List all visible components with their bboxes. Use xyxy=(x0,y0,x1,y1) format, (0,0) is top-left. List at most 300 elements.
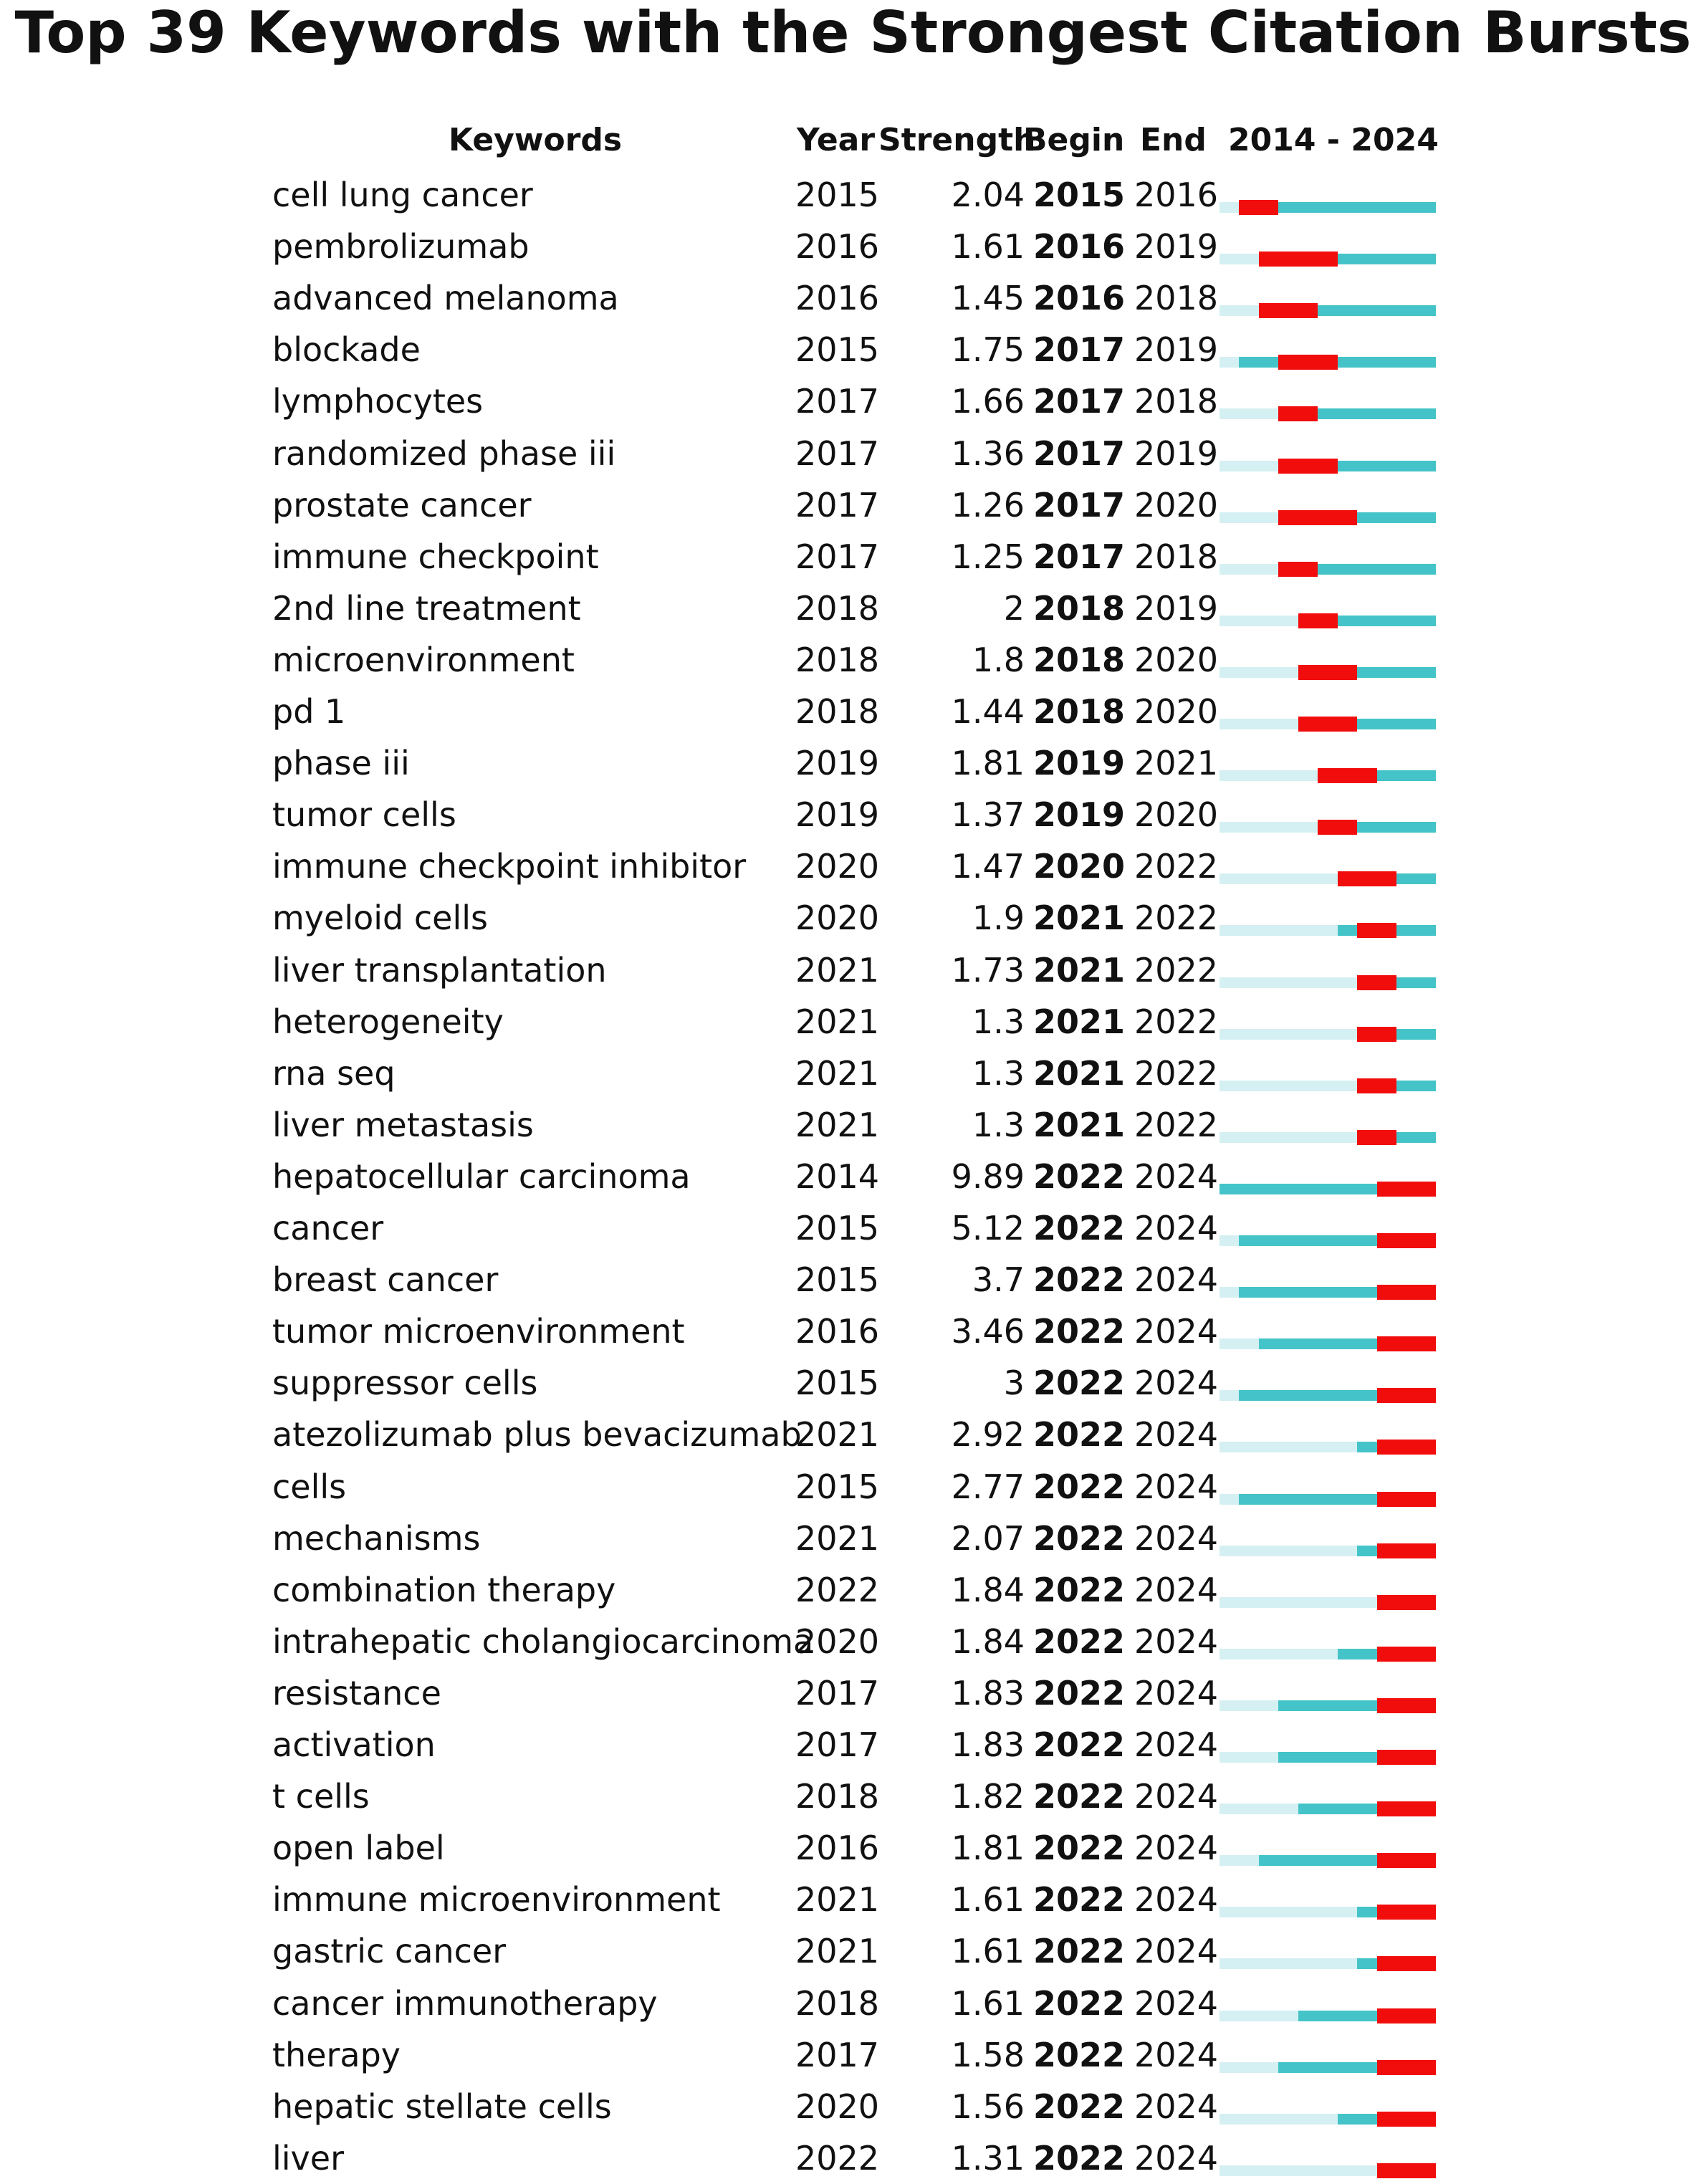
burst-segment xyxy=(1377,1543,1436,1558)
begin-year: 2021 xyxy=(1033,950,1126,990)
table-row xyxy=(0,1771,1706,1822)
end-year: 2022 xyxy=(1134,1002,1219,1041)
year: 2016 xyxy=(795,1312,880,1351)
begin-year: 2022 xyxy=(1033,1415,1126,1455)
year: 2018 xyxy=(795,692,880,731)
timeline-pre-segment xyxy=(1219,1649,1338,1659)
keyword: immune checkpoint inhibitor xyxy=(272,847,747,886)
burst-segment xyxy=(1377,1492,1436,1507)
strength: 1.36 xyxy=(951,434,1025,473)
begin-year: 2017 xyxy=(1033,434,1126,473)
table-row xyxy=(0,531,1706,583)
begin-year: 2022 xyxy=(1033,1673,1126,1713)
end-year: 2024 xyxy=(1134,1260,1219,1300)
end-year: 2024 xyxy=(1134,1932,1219,1971)
begin-year: 2022 xyxy=(1033,1312,1126,1351)
header-range: 2014 - 2024 xyxy=(1228,122,1439,158)
year: 2020 xyxy=(795,1622,880,1661)
keyword: blockade xyxy=(272,330,421,370)
end-year: 2022 xyxy=(1134,1105,1219,1144)
header-strength: Strength xyxy=(878,122,1036,158)
table-row xyxy=(0,1151,1706,1202)
strength: 1.83 xyxy=(951,1725,1025,1764)
timeline-pre-segment xyxy=(1219,770,1318,781)
begin-year: 2017 xyxy=(1033,537,1126,576)
table-row xyxy=(0,1564,1706,1616)
begin-year: 2018 xyxy=(1033,640,1126,679)
timeline-pre-segment xyxy=(1219,822,1318,833)
strength: 1.25 xyxy=(951,537,1025,576)
year: 2017 xyxy=(795,485,880,525)
burst-segment xyxy=(1278,355,1337,370)
timeline-pre-segment xyxy=(1219,2165,1377,2176)
burst-segment xyxy=(1377,2060,1436,2075)
table-row xyxy=(0,272,1706,324)
keyword: liver xyxy=(272,2138,344,2178)
begin-year: 2022 xyxy=(1033,1156,1126,1196)
burst-segment xyxy=(1259,303,1318,318)
keyword: resistance xyxy=(272,1673,441,1713)
strength: 1.3 xyxy=(972,1105,1025,1144)
table-row xyxy=(0,2132,1706,2184)
end-year: 2022 xyxy=(1134,899,1219,938)
year: 2022 xyxy=(795,1570,880,1609)
timeline-pre-segment xyxy=(1219,1546,1357,1556)
table-row xyxy=(0,428,1706,479)
end-year: 2020 xyxy=(1134,692,1219,731)
timeline-pre-segment xyxy=(1219,925,1338,936)
year: 2020 xyxy=(795,899,880,938)
year: 2018 xyxy=(795,640,880,679)
end-year: 2024 xyxy=(1134,1725,1219,1764)
table-row xyxy=(0,1048,1706,1099)
table-row xyxy=(0,789,1706,840)
year: 2018 xyxy=(795,1777,880,1816)
begin-year: 2017 xyxy=(1033,485,1126,525)
burst-segment xyxy=(1377,1285,1436,1300)
timeline-pre-segment xyxy=(1219,254,1259,264)
year: 2021 xyxy=(795,1002,880,1041)
burst-segment xyxy=(1377,1233,1436,1248)
timeline-pre-segment xyxy=(1219,977,1357,988)
year: 2021 xyxy=(795,1518,880,1558)
begin-year: 2016 xyxy=(1033,279,1126,318)
keyword: tumor cells xyxy=(272,795,456,835)
strength: 9.89 xyxy=(951,1156,1025,1196)
keyword: rna seq xyxy=(272,1053,396,1093)
year: 2021 xyxy=(795,1932,880,1971)
end-year: 2022 xyxy=(1134,950,1219,990)
table-row xyxy=(0,737,1706,789)
strength: 1.58 xyxy=(951,2035,1025,2074)
strength: 1.45 xyxy=(951,279,1025,318)
strength: 1.61 xyxy=(951,1880,1025,1920)
end-year: 2024 xyxy=(1134,1518,1219,1558)
burst-segment xyxy=(1377,1905,1436,1920)
begin-year: 2021 xyxy=(1033,899,1126,938)
table-row xyxy=(0,1254,1706,1306)
timeline-pre-segment xyxy=(1219,1132,1357,1143)
end-year: 2022 xyxy=(1134,1053,1219,1093)
strength: 1.37 xyxy=(951,795,1025,835)
keyword: hepatocellular carcinoma xyxy=(272,1156,691,1196)
table-row xyxy=(0,2081,1706,2132)
begin-year: 2022 xyxy=(1033,1622,1126,1661)
timeline-pre-segment xyxy=(1219,1235,1239,1246)
keyword: activation xyxy=(272,1725,436,1764)
year: 2020 xyxy=(795,2087,880,2126)
timeline-pre-segment xyxy=(1219,667,1298,678)
burst-segment xyxy=(1377,1647,1436,1662)
end-year: 2024 xyxy=(1134,2087,1219,2126)
burst-segment xyxy=(1357,1130,1396,1145)
year: 2015 xyxy=(795,330,880,370)
keyword: lymphocytes xyxy=(272,382,484,421)
year: 2021 xyxy=(795,1053,880,1093)
burst-segment xyxy=(1377,1182,1436,1197)
table-row xyxy=(0,1925,1706,1977)
burst-segment xyxy=(1278,406,1318,421)
strength: 1.66 xyxy=(951,382,1025,421)
burst-segment xyxy=(1377,1801,1436,1816)
strength: 1.83 xyxy=(951,1673,1025,1713)
year: 2015 xyxy=(795,1209,880,1247)
table-row xyxy=(0,892,1706,944)
timeline-pre-segment xyxy=(1219,512,1278,523)
year: 2019 xyxy=(795,744,880,783)
table-row xyxy=(0,1513,1706,1564)
keyword: breast cancer xyxy=(272,1260,499,1300)
burst-segment xyxy=(1377,1595,1436,1610)
strength: 1.81 xyxy=(951,1829,1025,1868)
chart-title: Top 39 Keywords with the Strongest Citation Bursts xyxy=(14,0,1692,66)
burst-segment xyxy=(1377,1956,1436,1971)
begin-year: 2022 xyxy=(1033,2087,1126,2126)
strength: 1.9 xyxy=(972,899,1025,938)
timeline-pre-segment xyxy=(1219,357,1239,368)
begin-year: 2022 xyxy=(1033,2035,1126,2074)
burst-segment xyxy=(1357,1027,1396,1042)
burst-segment xyxy=(1377,2112,1436,2127)
begin-year: 2018 xyxy=(1033,692,1126,731)
burst-segment xyxy=(1377,2163,1436,2178)
end-year: 2020 xyxy=(1134,485,1219,525)
keyword: immune microenvironment xyxy=(272,1880,721,1920)
end-year: 2022 xyxy=(1134,847,1219,886)
end-year: 2019 xyxy=(1134,434,1219,473)
burst-segment xyxy=(1278,510,1357,525)
burst-segment xyxy=(1377,1750,1436,1765)
year: 2018 xyxy=(795,588,880,628)
table-row xyxy=(0,479,1706,531)
keyword: liver transplantation xyxy=(272,950,607,990)
year: 2016 xyxy=(795,279,880,318)
begin-year: 2018 xyxy=(1033,588,1126,628)
begin-year: 2019 xyxy=(1033,795,1126,835)
begin-year: 2021 xyxy=(1033,1105,1126,1144)
strength: 1.61 xyxy=(951,227,1025,267)
end-year: 2018 xyxy=(1134,382,1219,421)
timeline-pre-segment xyxy=(1219,1390,1239,1401)
end-year: 2024 xyxy=(1134,1622,1219,1661)
burst-segment xyxy=(1278,562,1318,577)
timeline-pre-segment xyxy=(1219,2114,1338,2125)
keyword: pd 1 xyxy=(272,692,346,731)
strength: 1.82 xyxy=(951,1777,1025,1816)
strength: 2.92 xyxy=(951,1415,1025,1455)
end-year: 2024 xyxy=(1134,1673,1219,1713)
strength: 1.73 xyxy=(951,950,1025,990)
end-year: 2020 xyxy=(1134,795,1219,835)
table-row xyxy=(0,1822,1706,1874)
strength: 2.04 xyxy=(951,176,1025,214)
timeline-pre-segment xyxy=(1219,1958,1357,1969)
keyword: open label xyxy=(272,1829,445,1868)
begin-year: 2022 xyxy=(1033,1467,1126,1506)
end-year: 2024 xyxy=(1134,2035,1219,2074)
year: 2016 xyxy=(795,1829,880,1868)
end-year: 2024 xyxy=(1134,1570,1219,1609)
year: 2017 xyxy=(795,1673,880,1713)
keyword: tumor microenvironment xyxy=(272,1312,685,1351)
strength: 1.75 xyxy=(951,330,1025,370)
year: 2019 xyxy=(795,795,880,835)
keyword: intrahepatic cholangiocarcinoma xyxy=(272,1622,814,1661)
strength: 2 xyxy=(1003,588,1025,628)
strength: 1.61 xyxy=(951,1983,1025,2023)
year: 2014 xyxy=(795,1156,880,1196)
timeline-pre-segment xyxy=(1219,1494,1239,1505)
begin-year: 2020 xyxy=(1033,847,1126,886)
year: 2016 xyxy=(795,227,880,267)
burst-segment xyxy=(1239,200,1278,215)
table-row xyxy=(0,1357,1706,1409)
begin-year: 2022 xyxy=(1033,1725,1126,1764)
end-year: 2024 xyxy=(1134,1880,1219,1920)
table-row xyxy=(0,221,1706,272)
end-year: 2024 xyxy=(1134,1983,1219,2023)
header-keywords: Keywords xyxy=(449,122,623,158)
strength: 1.8 xyxy=(972,640,1025,679)
table-row xyxy=(0,1099,1706,1151)
timeline-pre-segment xyxy=(1219,408,1278,419)
keyword: immune checkpoint xyxy=(272,537,599,576)
burst-segment xyxy=(1377,1336,1436,1351)
table-row xyxy=(0,1409,1706,1460)
keyword: gastric cancer xyxy=(272,1932,507,1971)
end-year: 2019 xyxy=(1134,330,1219,370)
table-row xyxy=(0,1719,1706,1771)
end-year: 2024 xyxy=(1134,1467,1219,1506)
timeline-pre-segment xyxy=(1219,616,1298,626)
keyword: hepatic stellate cells xyxy=(272,2087,612,2126)
timeline-pre-segment xyxy=(1219,202,1239,213)
table-row xyxy=(0,1667,1706,1719)
begin-year: 2017 xyxy=(1033,382,1126,421)
year: 2017 xyxy=(795,434,880,473)
end-year: 2018 xyxy=(1134,279,1219,318)
year: 2020 xyxy=(795,847,880,886)
year: 2015 xyxy=(795,1364,880,1403)
keyword: combination therapy xyxy=(272,1570,616,1609)
end-year: 2024 xyxy=(1134,2138,1219,2178)
burst-segment xyxy=(1357,1078,1396,1093)
timeline-pre-segment xyxy=(1219,1855,1259,1866)
begin-year: 2022 xyxy=(1033,1364,1126,1403)
burst-segment xyxy=(1377,1698,1436,1713)
table-row xyxy=(0,375,1706,427)
strength: 1.84 xyxy=(951,1622,1025,1661)
end-year: 2024 xyxy=(1134,1209,1219,1247)
burst-segment xyxy=(1298,717,1357,732)
timeline-pre-segment xyxy=(1219,1700,1278,1711)
strength: 1.44 xyxy=(951,692,1025,731)
begin-year: 2022 xyxy=(1033,1570,1126,1609)
timeline-pre-segment xyxy=(1219,1287,1239,1298)
timeline-pre-segment xyxy=(1219,1029,1357,1040)
strength: 2.07 xyxy=(951,1518,1025,1558)
timeline-active-segment xyxy=(1239,357,1436,368)
keyword: suppressor cells xyxy=(272,1364,538,1403)
table-row xyxy=(0,1306,1706,1357)
end-year: 2024 xyxy=(1134,1312,1219,1351)
begin-year: 2022 xyxy=(1033,1932,1126,1971)
table-row xyxy=(0,324,1706,375)
keyword: t cells xyxy=(272,1777,370,1816)
burst-segment xyxy=(1318,768,1376,783)
begin-year: 2022 xyxy=(1033,2138,1126,2178)
keyword: cancer immunotherapy xyxy=(272,1983,658,2023)
strength: 1.56 xyxy=(951,2087,1025,2126)
keyword: randomized phase iii xyxy=(272,434,616,473)
burst-segment xyxy=(1259,252,1338,267)
year: 2021 xyxy=(795,1105,880,1144)
timeline-pre-segment xyxy=(1219,564,1278,575)
table-row xyxy=(0,1461,1706,1513)
strength: 1.84 xyxy=(951,1570,1025,1609)
timeline-pre-segment xyxy=(1219,1081,1357,1091)
keyword: advanced melanoma xyxy=(272,279,619,318)
year: 2015 xyxy=(795,176,880,214)
begin-year: 2022 xyxy=(1033,1209,1126,1247)
header-year: Year xyxy=(797,122,876,158)
begin-year: 2022 xyxy=(1033,1983,1126,2023)
table-row xyxy=(0,996,1706,1048)
begin-year: 2015 xyxy=(1033,176,1126,214)
keyword: pembrolizumab xyxy=(272,227,529,267)
timeline-pre-segment xyxy=(1219,305,1259,316)
burst-segment xyxy=(1298,613,1338,628)
year: 2017 xyxy=(795,537,880,576)
begin-year: 2022 xyxy=(1033,1518,1126,1558)
keyword: microenvironment xyxy=(272,640,575,679)
year: 2018 xyxy=(795,1983,880,2023)
table-row xyxy=(0,634,1706,686)
end-year: 2019 xyxy=(1134,227,1219,267)
keyword: 2nd line treatment xyxy=(272,588,581,628)
strength: 3 xyxy=(1003,1364,1025,1403)
strength: 1.31 xyxy=(951,2138,1025,2178)
year: 2022 xyxy=(795,2138,880,2178)
burst-segment xyxy=(1377,1853,1436,1868)
end-year: 2024 xyxy=(1134,1364,1219,1403)
burst-segment xyxy=(1278,459,1337,474)
burst-segment xyxy=(1318,820,1357,835)
begin-year: 2022 xyxy=(1033,1880,1126,1920)
timeline-pre-segment xyxy=(1219,461,1278,471)
end-year: 2020 xyxy=(1134,640,1219,679)
keyword: myeloid cells xyxy=(272,899,488,938)
keyword: cancer xyxy=(272,1209,384,1247)
timeline-pre-segment xyxy=(1219,1752,1278,1763)
keyword: cell lung cancer xyxy=(272,176,533,214)
timeline-pre-segment xyxy=(1219,2011,1298,2021)
year: 2021 xyxy=(795,1880,880,1920)
table-row xyxy=(0,169,1706,221)
keyword: prostate cancer xyxy=(272,485,532,525)
strength: 1.47 xyxy=(951,847,1025,886)
keyword: heterogeneity xyxy=(272,1002,504,1041)
end-year: 2021 xyxy=(1134,744,1219,783)
year: 2021 xyxy=(795,1415,880,1455)
begin-year: 2016 xyxy=(1033,227,1126,267)
year: 2017 xyxy=(795,382,880,421)
strength: 3.46 xyxy=(951,1312,1025,1351)
begin-year: 2022 xyxy=(1033,1829,1126,1868)
table-row xyxy=(0,944,1706,996)
header-begin: Begin xyxy=(1023,122,1125,158)
burst-segment xyxy=(1357,923,1396,938)
begin-year: 2019 xyxy=(1033,744,1126,783)
year: 2015 xyxy=(795,1260,880,1300)
end-year: 2024 xyxy=(1134,1777,1219,1816)
table-row xyxy=(0,583,1706,634)
end-year: 2019 xyxy=(1134,588,1219,628)
end-year: 2024 xyxy=(1134,1829,1219,1868)
table-row xyxy=(0,2029,1706,2081)
keyword: mechanisms xyxy=(272,1518,481,1558)
year: 2015 xyxy=(795,1467,880,1506)
table-row xyxy=(0,686,1706,737)
timeline-pre-segment xyxy=(1219,873,1338,884)
keyword: atezolizumab plus bevacizumab xyxy=(272,1415,802,1455)
timeline-pre-segment xyxy=(1219,1907,1357,1917)
timeline-pre-segment xyxy=(1219,1338,1259,1349)
end-year: 2024 xyxy=(1134,1156,1219,1196)
burst-segment xyxy=(1377,1388,1436,1403)
burst-segment xyxy=(1377,2008,1436,2023)
strength: 1.26 xyxy=(951,485,1025,525)
table-row xyxy=(0,1978,1706,2029)
strength: 1.3 xyxy=(972,1002,1025,1041)
timeline-pre-segment xyxy=(1219,1442,1357,1452)
table-row xyxy=(0,840,1706,892)
keyword: phase iii xyxy=(272,744,410,783)
strength: 1.81 xyxy=(951,744,1025,783)
strength: 5.12 xyxy=(951,1209,1025,1247)
burst-segment xyxy=(1377,1440,1436,1455)
keyword: cells xyxy=(272,1467,347,1506)
end-year: 2018 xyxy=(1134,537,1219,576)
timeline-pre-segment xyxy=(1219,719,1298,729)
strength: 1.3 xyxy=(972,1053,1025,1093)
year: 2017 xyxy=(795,1725,880,1764)
strength: 2.77 xyxy=(951,1467,1025,1506)
keyword: therapy xyxy=(272,2035,401,2074)
begin-year: 2022 xyxy=(1033,1777,1126,1816)
burst-segment xyxy=(1357,975,1396,990)
begin-year: 2021 xyxy=(1033,1002,1126,1041)
